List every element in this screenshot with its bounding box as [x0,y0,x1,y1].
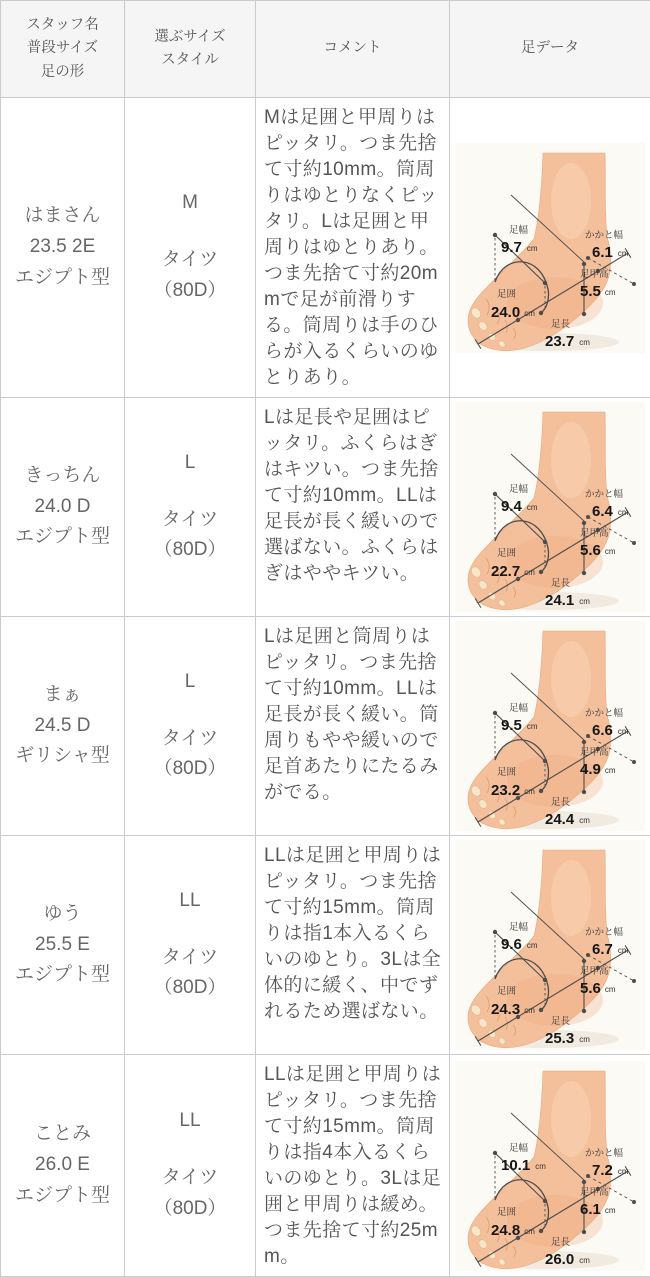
style-name: タイツ [125,943,255,974]
table-row [1,617,650,836]
foot-data-cell [450,617,650,836]
staff-cell [1,1055,125,1277]
foot-length-value: 25.3 cm [545,1030,590,1047]
header-row [1,1,650,98]
heel-width-label: かかと幅 [585,707,624,719]
instep-height-label: 足甲高 [580,1186,609,1198]
instep-height-value: 5.6 cm [580,542,616,559]
chosen-size: LL [125,1106,255,1137]
style-name: タイツ [125,724,255,755]
instep-height-label: 足甲高 [580,965,609,977]
foot-data-cell [450,1055,650,1277]
foot-shape: エジプト型 [1,263,124,294]
foot-photo [455,143,645,353]
chosen-size: L [125,448,255,479]
foot-shape: ギリシャ型 [1,741,124,772]
comment-cell: LLは足囲と甲周りはピッタリ。つま先捨て寸約15mm。筒周りは指1本入るくらいのゆとり。3Lは全体的に緩く、中でずれるため選ばない。 [256,836,450,1055]
heel-width-label: かかと幅 [585,1147,624,1159]
foot-measurement-diagram [455,402,645,612]
foot-width-value: 9.5 cm [501,717,538,734]
usual-size: 25.5 E [1,930,124,961]
table-row [1,98,650,398]
foot-girth-label: 足囲 [497,1207,516,1218]
staff-cell [1,398,125,617]
foot-measurement-diagram [455,621,645,831]
heel-width-value: 6.6 cm [592,722,629,739]
table-row [1,398,650,617]
table-row [1,1055,650,1277]
header-size [125,1,256,98]
foot-length-value: 24.4 cm [545,811,590,828]
usual-size: 24.5 D [1,711,124,742]
foot-width-label: 足幅 [509,702,529,714]
style-name: タイツ [125,1163,255,1194]
header-foot-data: 足データ [450,1,650,98]
foot-shape: エジプト型 [1,960,124,991]
foot-length-label: 足長 [551,797,571,808]
foot-data-cell [450,398,650,617]
foot-girth-value: 24.0 cm [491,304,535,321]
size-cell [125,617,256,836]
foot-data-cell [450,98,650,398]
heel-width-value: 6.7 cm [592,941,629,958]
foot-girth-value: 23.2 cm [491,782,535,799]
foot-length-value: 26.0 cm [545,1251,590,1268]
heel-width-label: かかと幅 [585,229,624,241]
foot-measurement-diagram [455,840,645,1050]
header-size-line1: 選ぶサイズ [125,26,255,49]
foot-width-value: 10.1 cm [501,1157,546,1174]
foot-photo [455,840,645,1050]
comment-cell: Mは足囲と甲周りはピッタリ。つま先捨て寸約10mm。筒周りはゆとりなくピッタリ。Lは足囲と甲周りはゆとりあり。つま先捨て寸約20mmで足が前滑りする。筒周りは手のひらが入るくらいのゆとりあり。 [256,98,450,398]
foot-girth-value: 24.8 cm [491,1222,535,1239]
foot-photo [455,402,645,612]
instep-height-label: 足甲高 [580,746,609,758]
foot-shape: エジプト型 [1,522,124,553]
heel-width-value: 7.2 cm [592,1162,629,1179]
style-denier: （80D） [125,1194,255,1225]
foot-girth-label: 足囲 [497,767,516,778]
style-denier: （80D） [125,535,255,566]
foot-width-label: 足幅 [509,224,529,236]
foot-shape: エジプト型 [1,1181,124,1212]
usual-size: 24.0 D [1,492,124,523]
style-denier: （80D） [125,754,255,785]
chosen-size: LL [125,886,255,917]
size-cell [125,398,256,617]
size-cell [125,836,256,1055]
foot-length-label: 足長 [551,1237,571,1248]
heel-width-value: 6.1 cm [592,244,629,261]
staff-cell [1,98,125,398]
instep-height-value: 6.1 cm [580,1201,616,1218]
heel-width-label: かかと幅 [585,488,624,500]
foot-photo [455,1061,645,1271]
staff-name: まぁ [1,680,124,711]
header-comment: コメント [256,1,450,98]
foot-girth-label: 足囲 [497,548,516,559]
style-denier: （80D） [125,276,255,307]
staff-name: ことみ [1,1119,124,1150]
staff-name: きっちん [1,461,124,492]
header-staff-line3: 足の形 [1,61,124,84]
size-cell [125,1055,256,1277]
comment-cell: Lは足長や足囲はピッタリ。ふくらはぎはキツい。つま先捨て寸約10mm。LLは足長が長く緩いので選ばない。ふくらはぎはややキツい。 [256,398,450,617]
foot-length-value: 24.1 cm [545,592,590,609]
staff-name: ゆう [1,899,124,930]
instep-height-value: 5.6 cm [580,980,616,997]
table-row [1,836,650,1055]
foot-measurement-diagram [455,143,645,353]
instep-height-label: 足甲高 [580,268,609,280]
foot-length-value: 23.7 cm [545,333,590,350]
foot-measurement-diagram [455,1061,645,1271]
foot-girth-value: 24.3 cm [491,1001,535,1018]
foot-width-label: 足幅 [509,1142,529,1154]
foot-photo [455,621,645,831]
foot-width-label: 足幅 [509,483,529,495]
foot-girth-label: 足囲 [497,986,516,997]
usual-size: 23.5 2E [1,232,124,263]
foot-width-value: 9.7 cm [501,239,538,256]
foot-data-cell [450,836,650,1055]
header-staff [1,1,125,98]
header-size-line2: スタイル [125,49,255,72]
header-staff-line1: スタッフ名 [1,14,124,37]
foot-length-label: 足長 [551,578,571,589]
instep-height-label: 足甲高 [580,527,609,539]
comment-cell: Lは足囲と筒周りはピッタリ。つま先捨て寸約10mm。LLは足長が長く緩い。筒周りもやや緩いので足首あたりにたるみがでる。 [256,617,450,836]
style-name: タイツ [125,505,255,536]
foot-girth-value: 22.7 cm [491,563,535,580]
heel-width-value: 6.4 cm [592,503,629,520]
style-name: タイツ [125,245,255,276]
instep-height-value: 4.9 cm [580,761,616,778]
staff-cell [1,836,125,1055]
foot-width-value: 9.4 cm [501,498,538,515]
header-staff-line2: 普段サイズ [1,37,124,60]
staff-name: はまさん [1,201,124,232]
chosen-size: M [125,188,255,219]
foot-width-value: 9.6 cm [501,936,538,953]
foot-length-label: 足長 [551,319,571,330]
usual-size: 26.0 E [1,1150,124,1181]
staff-cell [1,617,125,836]
comment-cell: LLは足囲と甲周りはピッタリ。つま先捨て寸約15mm。筒周りは指4本入るくらいのゆとり。3Lは足囲と甲周りは緩め。つま先捨て寸約25mm。 [256,1055,450,1277]
foot-width-label: 足幅 [509,921,529,933]
chosen-size: L [125,667,255,698]
foot-length-label: 足長 [551,1016,571,1027]
instep-height-value: 5.5 cm [580,283,616,300]
size-cell [125,98,256,398]
style-denier: （80D） [125,973,255,1004]
foot-girth-label: 足囲 [497,289,516,300]
heel-width-label: かかと幅 [585,926,624,938]
